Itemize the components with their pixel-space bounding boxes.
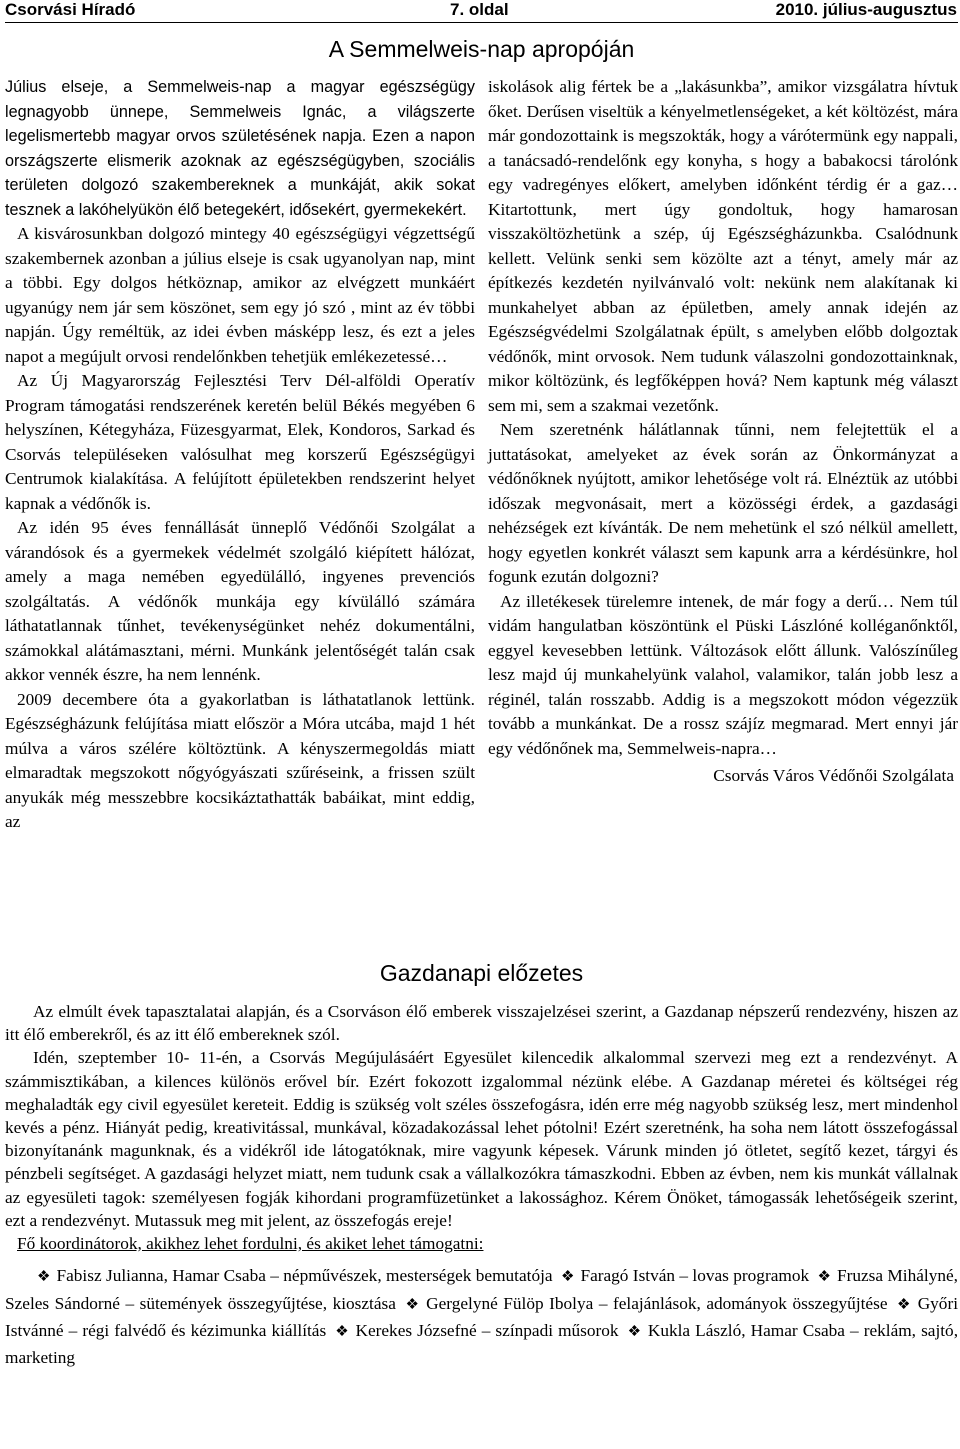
diamond-bullet-icon: ❖ — [405, 1296, 421, 1313]
newspaper-page — [5, 0, 958, 1449]
article-paragraph: Az idén 95 éves fennállását ünneplő Védőnői Szolgálat a várandósok és a gyermekek védelmét szolgáló kiépített hálózat, amely a maga nemében egyedülálló, ingyenes prevenciós szolgáltatás. A védőnők munkája egy kívülálló számára láthatatlannak tűnhet, tevékenységünket nehéz dokumentálni, számokkal alátámasztani, mérni. Munkánk jelentőségét talán csak akkor vennék észre, ha nem lennénk. — [5, 518, 475, 684]
article-paragraph: iskolások alig fértek be a „lakásunkba”, amikor vizsgálatra hívtuk őket. Derűsen viseltük a kényelmetlenségeket, a két költözést, mára már gondozottaink is megszokták, hogy a várótermünk egy nappali, a tanácsadó-rendelőnk egy konyha, s hogy a babakocsi tárolónk egy vadregényes előkert, amelyben időnként térdig ér a gaz… Kitartottunk, mert úgy gondoltuk, hogy hamarosan visszaköltözhetünk a szép, új Egészségházunkba. Csalódnunk kellett. Velünk senki sem közölte azt a tényt, amely már az építkezés kezdetén nyilvánvaló volt: nekünk nem alakítanak ki munkahelyet abban az épületben, amely annak idején az Egészségvédelmi Szolgálatnak épült, s amelyben előbb dolgoztak védőnők, mint orvosok. Nem tudunk válaszolni gondozottainknak, mikor költözünk, és legfőképpen hová? Nem kaptunk még választ sem mi, sem a szakmai vezetőnk. — [488, 77, 958, 415]
article-paragraph: Nem szeretnénk hálátlannak tűnni, nem felejtettük el a juttatásokat, amelyeket az évek során az Önkormányzat a védőnőknek nyújtott, amikor lehetősége volt rá. Elnéztük az utóbbi időszak megvonásait, mert a közösségi érdek, a gazdasági nehézségek ezt kívánták. De nem mehetünk el szó nélkül amellett, hogy egyetlen konkrét választ sem kapunk arra a kérdésünkre, hol fogunk ezután dolgozni? — [488, 420, 958, 586]
coordinator-item: Fruzsa Mihályné, Szeles Sándorné – sütemények összegyűjtése, kiosztása — [5, 1266, 958, 1313]
article-paragraph: Idén, szeptember 10- 11-én, a Csorvás Megújulásáért Egyesület kilencedik alkalommal szervezi meg ezt a rendezvényt. A számmisztikában, a kilences különös erővel bír. Ezért fokozott izgalommal nézünk elébe. A Gazdanap méretei és költségei rég meghaladták egy civil egyesület kereteit. Eddig is szükség volt széles összefogásra, idén erre még nagyobb szükség lesz, mert mindenhol kevés a pénz. Hiányát pedig, kreativitással, munkával, közadakozással lehet pótolni! Ezért szeretnénk, ha soha nem látott összefogással bizonyítanánk magunknak, és a vidékről ide látogatóknak, mire vagyunk képesek. Várunk minden jó ötletet, segítő kezet, tárgyi és pénzbeli segítséget. A gazdasági helyzet miatt, nem tudunk csak a vállalkozókra támaszkodni. Ebben az évben, nem kis munkát vállalnak az egyesületi tagok: személyesen fogják kihordani programfüzetünket a lakossághoz. Kérem Önöket, támogassák lehetőségeik szerint, ezt a rendezvényt. Mutassuk meg mit jelent, az összefogás ereje! — [5, 1048, 958, 1230]
article-left-column — [5, 75, 475, 835]
coordinator-item: Gergelyné Fülöp Ibolya – felajánlások, adományok összegyűjtése — [426, 1293, 888, 1313]
coordinator-item: Kerekes Józsefné – színpadi műsorok — [355, 1321, 619, 1341]
article-paragraph: 2009 decembere óta a gyakorlatban is láthatatlanok lettünk. Egészségházunk felújítása miatt először a Móra utcába, majd 1 hét múlva a város szélére költöztünk. A kényszermegoldás miatt elmaradtak megszokott nőgyógyászati szűréseink, a frissen szült anyukák még messzebbre kocsikáztathatták babáikat, mint eddig, az — [5, 689, 475, 831]
coordinators-list — [5, 1263, 958, 1372]
page-number: 7. oldal — [450, 0, 509, 19]
coordinator-item: Győri Istvánné – régi falvédő és kézimunka kiállítás — [5, 1293, 959, 1341]
diamond-bullet-icon: ❖ — [897, 1296, 912, 1313]
article-paragraph: A kisvárosunkban dolgozó mintegy 40 egészségügyi végzettségű szakembernek azonban a július elseje is csak ugyanolyan nap, mint a többi. Egy dolgos hétköznap, amikor az elvégzett munkáért ugyanúgy nem jár sem köszönet, sem egy jó szó , mint az év többi napján. Úgy reméltük, az idei évben másképp lesz, és ezt a jeles napot a megújult orvosi rendelőnkben tehetjük emlékezetessé… — [5, 224, 475, 366]
article-paragraph: Július elseje, a Semmelweis-nap a magyar egészségügy legnagyobb ünnepe, Semmelweis Ignác, a világszerte legelismertebb magyar orvos születésének napja. Ezen a napon országszerte elismerik azoknak az egészségügyben, szociális területen dolgozó szakembereknek a munkáját, akik sokat tesznek a lakóhelyükön élő betegekért, idősekért, gyermekekért. — [5, 78, 475, 219]
article-right-column — [488, 75, 958, 789]
article-paragraph: Az Új Magyarország Fejlesztési Terv Dél-alföldi Operatív Program támogatási rendszerének keretén belül Békés megyében 6 helyszínen, Kétegyháza, Füzesgyarmat, Elek, Kondoros, Sarkad és Csorvás településeken valósulhat meg korszerű Egészségügyi Centrumok kialakítása. A felújított épületekben rendszerint helyet kapnak a védőnők is. — [5, 371, 475, 513]
article-paragraph: Az elmúlt évek tapasztalatai alapján, és a Csorváson élő emberek visszajelzései szerint, a Gazdanap népszerű rendezvény, hiszen az itt élő emberekről, és az itt élő embereknek szól. — [5, 1002, 958, 1045]
coordinator-item: Faragó István – lovas programok — [580, 1266, 810, 1286]
diamond-bullet-icon: ❖ — [560, 1269, 575, 1286]
coordinator-item: Kukla László, Hamar Csaba – reklám, sajtó, marketing — [5, 1321, 959, 1368]
diamond-bullet-icon: ❖ — [817, 1269, 831, 1286]
page-header — [5, 0, 958, 23]
issue-date: 2010. július-augusztus — [775, 0, 957, 19]
coordinator-item: Fabisz Julianna, Hamar Csaba – népművészek, mesterségek bemutatója — [56, 1266, 553, 1286]
article-signature: Csorvás Város Védőnői Szolgálata — [713, 766, 954, 785]
coordinators-heading: Fő koordinátorok, akikhez lehet fordulni, és akiket lehet támogatni: — [17, 1234, 484, 1254]
article-title-semmelweis: A Semmelweis-nap apropóján — [328, 36, 635, 62]
article-gazdanap-body — [5, 1000, 958, 1372]
article-paragraph: Az illetékesek türelemre intenek, de már fogy a derű… Nem túl vidám hangulatban köszöntünk el Püski Lászlóné kolléganőnktől, eggyel kevesebben lettünk. Változások előtt állunk. Valószínűleg lesz majd új munkahelyünk valahol, valamikor, talán jobb lesz a réginél, talán rosszabb. Addig is a megszokott módon végezzük tovább a munkánkat. De a rossz szájíz megmarad. Mert ennyi jár egy védőnőnek ma, Semmelweis-napra… — [488, 591, 958, 758]
article-title-gazdanap: Gazdanapi előzetes — [379, 960, 584, 986]
diamond-bullet-icon: ❖ — [627, 1324, 642, 1341]
diamond-bullet-icon: ❖ — [37, 1269, 51, 1286]
publication-name: Csorvási Híradó — [5, 0, 136, 19]
diamond-bullet-icon: ❖ — [335, 1324, 350, 1341]
